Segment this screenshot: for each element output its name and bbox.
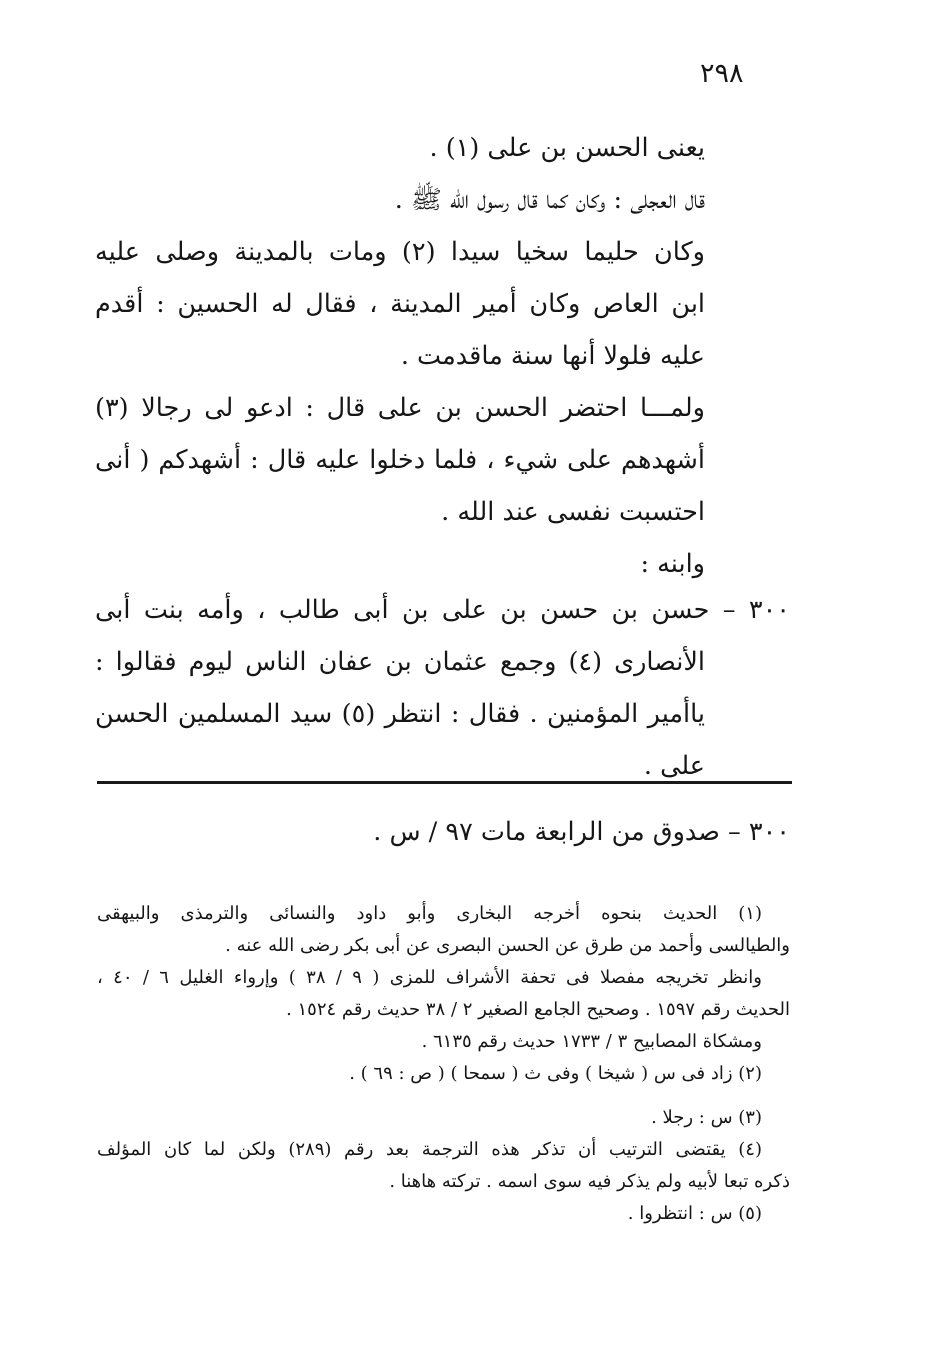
footnote-1-continued: والطيالسى وأحمد من طرق عن الحسن البصرى عن أبى بكر رضى الله عنه . bbox=[225, 935, 790, 956]
footnote-3: (٣) س : رجلا . bbox=[651, 1107, 762, 1128]
body-line: أشهدهم على شيء ، فلما دخلوا عليه قال : أشهدكم ( أنى bbox=[95, 445, 705, 475]
body-text bbox=[95, 122, 705, 590]
body-line: وكان حليما سخيا سيدا (٢) ومات بالمدينة وصلى عليه bbox=[95, 237, 705, 267]
body-line: ابن العاص وكان أمير المدينة ، فقال له الحسين : أقدم bbox=[95, 289, 705, 319]
narrator-grading: ٣٠٠ – صدوق من الرابعة مات ٩٧ / س . bbox=[373, 817, 790, 847]
body-line: ولمـــا احتضر الحسن بن على قال : ادعو لى رجالا (٣) bbox=[95, 393, 705, 423]
footnote-1-continued: الحديث رقم ١٥٩٧ . وصحيح الجامع الصغير ٢ / ٣٨ حديث رقم ١٥٢٤ . bbox=[286, 999, 790, 1020]
body-line: وابنه : bbox=[640, 549, 705, 579]
footnote-4: (٤) يقتضى الترتيب أن تذكر هذه الترجمة بعد رقم (٢٨٩) ولكن لما كان المؤلف bbox=[97, 1139, 762, 1160]
footnote-1: (١) الحديث بنحوه أخرجه البخارى وأبو داود والنسائى والترمذى والبيهقى bbox=[97, 903, 762, 924]
biography-entry bbox=[95, 584, 790, 792]
body-line: احتسبت نفسى عند الله . bbox=[441, 497, 705, 527]
entry-line: الأنصارى (٤) وجمع عثمان بن عفان الناس ليوم فقالوا : bbox=[95, 647, 705, 677]
footnote-divider bbox=[97, 781, 792, 784]
entry-line: ياأمير المؤمنين . فقال : انتظر (٥) سيد المسلمين الحسن bbox=[95, 699, 705, 729]
entry-line: على . bbox=[643, 751, 705, 781]
body-line: يعنى الحسن بن على (١) . bbox=[429, 133, 705, 163]
footnote-1-continued: ومشكاة المصابيح ٣ / ١٧٣٣ حديث رقم ٦١٣٥ . bbox=[421, 1031, 762, 1052]
footnote-4-continued: ذكره تبعا لأبيه ولم يذكر فيه سوى اسمه . تركته هاهنا . bbox=[389, 1171, 790, 1192]
footnote-2: (٢) زاد فى س ( شيخا ) وفى ث ( سمحا ) ( ص : ٦٩ ) . bbox=[349, 1063, 762, 1084]
body-line: قال العجلى : وكان كما قال رسول الله ﷺ . bbox=[394, 185, 705, 215]
footnotes bbox=[97, 898, 790, 1230]
body-line: عليه فلولا أنها سنة ماقدمت . bbox=[400, 341, 705, 371]
page-number: ٢٩٨ bbox=[700, 58, 744, 89]
entry-line: ٣٠٠ – حسن بن حسن بن على بن أبى طالب ، وأمه بنت أبى bbox=[95, 595, 790, 625]
footnote-1-continued: وانظر تخريجه مفصلا فى تحفة الأشراف للمزى ( ٩ / ٣٨ ) وإرواء الغليل ٦ / ٤٠ ، bbox=[97, 967, 762, 988]
footnote-5: (٥) س : انتظروا . bbox=[627, 1203, 762, 1224]
